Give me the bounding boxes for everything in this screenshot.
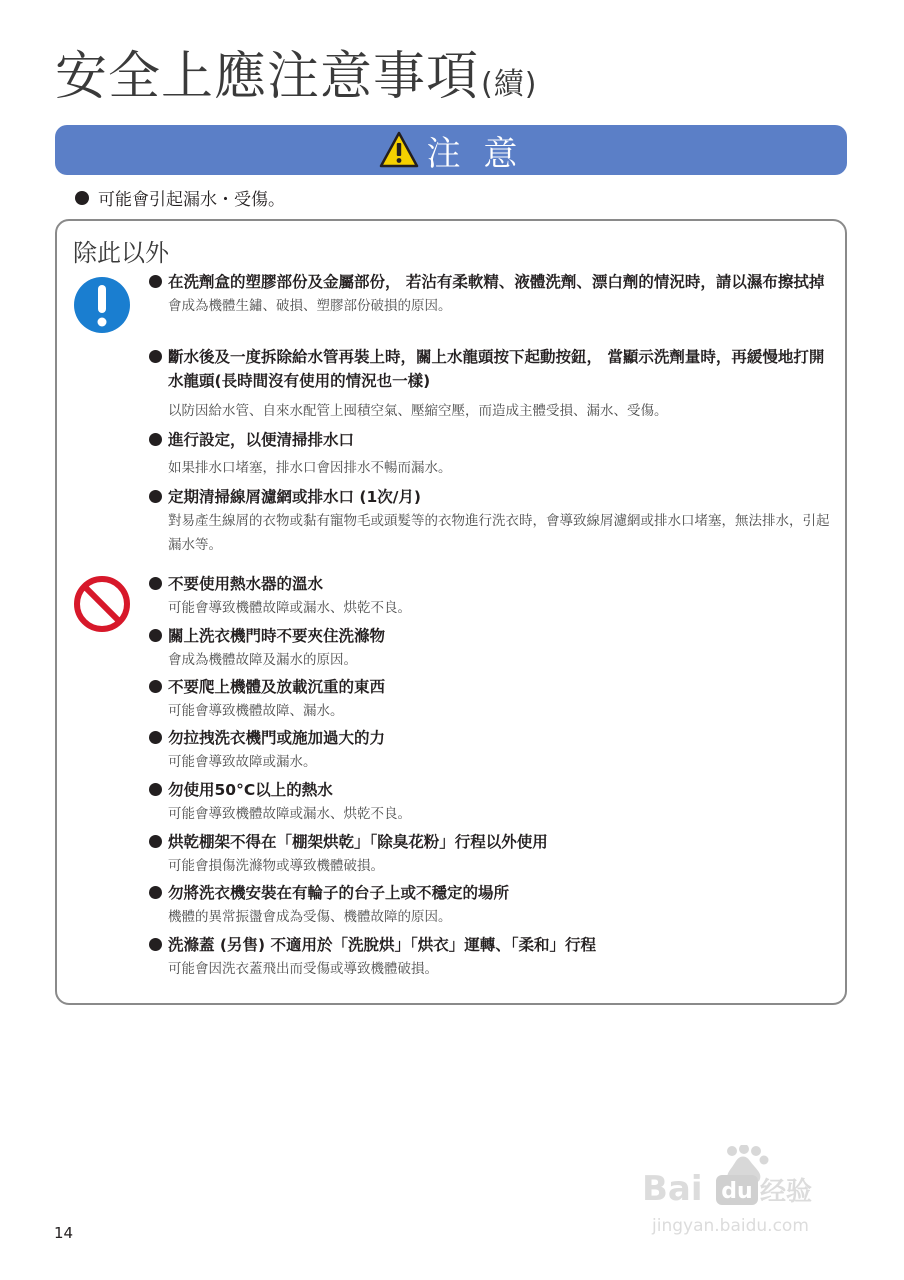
prohibit-item: 勿使用50°C以上的熱水 可能會導致機體故障或漏水、烘乾不良。 xyxy=(149,778,839,826)
prohibit-item: 關上洗衣機門時不要夾住洗滌物 會成為機體故障及漏水的原因。 xyxy=(149,624,839,672)
bullet-icon xyxy=(149,938,162,951)
must-item: 定期清掃線屑濾網或排水口 (1次/月) 對易產生線屑的衣物或黏有寵物毛或頭髮等的衣物進行洗衣時，會導致線屑濾網或排水口堵塞，無法排水，引起漏水等。 xyxy=(149,485,839,557)
no-entry-icon xyxy=(73,575,131,633)
caution-banner xyxy=(55,125,847,175)
bullet-icon xyxy=(149,731,162,744)
section-title: 除此以外 xyxy=(73,239,169,267)
notice-box xyxy=(55,219,847,1005)
prohibit-item: 勿拉拽洗衣機門或施加過大的力 可能會導致故障或漏水。 xyxy=(149,726,839,774)
prohibit-item: 烘乾棚架不得在「棚架烘乾」「除臭花粉」行程以外使用 可能會損傷洗滌物或導致機體破損。 xyxy=(149,830,839,878)
bullet-icon xyxy=(149,783,162,796)
baidu-jingyan-watermark xyxy=(640,1145,850,1245)
svg-text:jingyan.baidu.com: jingyan.baidu.com xyxy=(652,1216,809,1236)
bullet-icon xyxy=(75,191,89,205)
bullet-icon xyxy=(149,275,162,288)
page-title: 安全上應注意事項(續) xyxy=(55,47,538,107)
bullet-icon xyxy=(149,433,162,446)
page-number: 14 xyxy=(54,1224,74,1242)
must-item: 斷水後及一度拆除給水管再裝上時，關上水龍頭按下起動按鈕， 當顯示洗劑量時，再緩慢地打開水龍頭(長時間沒有使用的情況也一樣) 以防因給水管、自來水配管上囤積空氣、壓縮空壓，而造成主體受損、漏水、受傷。 xyxy=(149,345,839,423)
must-item: 進行設定，以便清掃排水口 如果排水口堵塞，排水口會因排水不暢而漏水。 xyxy=(149,428,839,480)
exclamation-circle-icon xyxy=(73,276,131,334)
bullet-icon xyxy=(149,629,162,642)
caution-label: 注 意 xyxy=(426,133,524,174)
lead-note: 可能會引起漏水・受傷。 xyxy=(75,185,285,210)
prohibit-item: 不要使用熱水器的溫水 可能會導致機體故障或漏水、烘乾不良。 xyxy=(149,572,839,620)
bullet-icon xyxy=(149,490,162,503)
prohibit-item: 不要爬上機體及放載沉重的東西 可能會導致機體故障、漏水。 xyxy=(149,675,839,723)
prohibit-item: 勿將洗衣機安裝在有輪子的台子上或不穩定的場所 機體的異常振盪會成為受傷、機體故障的原因。 xyxy=(149,881,839,929)
prohibit-item: 洗滌蓋 (另售) 不適用於「洗脫烘」「烘衣」運轉、「柔和」行程 可能會因洗衣蓋飛出而受傷或導致機體破損。 xyxy=(149,933,839,981)
bullet-icon xyxy=(149,680,162,693)
svg-text:du: du xyxy=(721,1179,753,1204)
bullet-icon xyxy=(149,886,162,899)
svg-text:Bai: Bai xyxy=(642,1169,703,1209)
bullet-icon xyxy=(149,350,162,363)
must-item: 在洗劑盒的塑膠部份及金屬部份， 若沾有柔軟精、液體洗劑、漂白劑的情況時，請以濕布擦拭掉 會成為機體生鏽、破損、塑膠部份破損的原因。 xyxy=(149,270,839,318)
bullet-icon xyxy=(149,835,162,848)
bullet-icon xyxy=(149,577,162,590)
warning-triangle-icon xyxy=(379,130,419,170)
svg-text:经验: 经验 xyxy=(760,1177,813,1207)
